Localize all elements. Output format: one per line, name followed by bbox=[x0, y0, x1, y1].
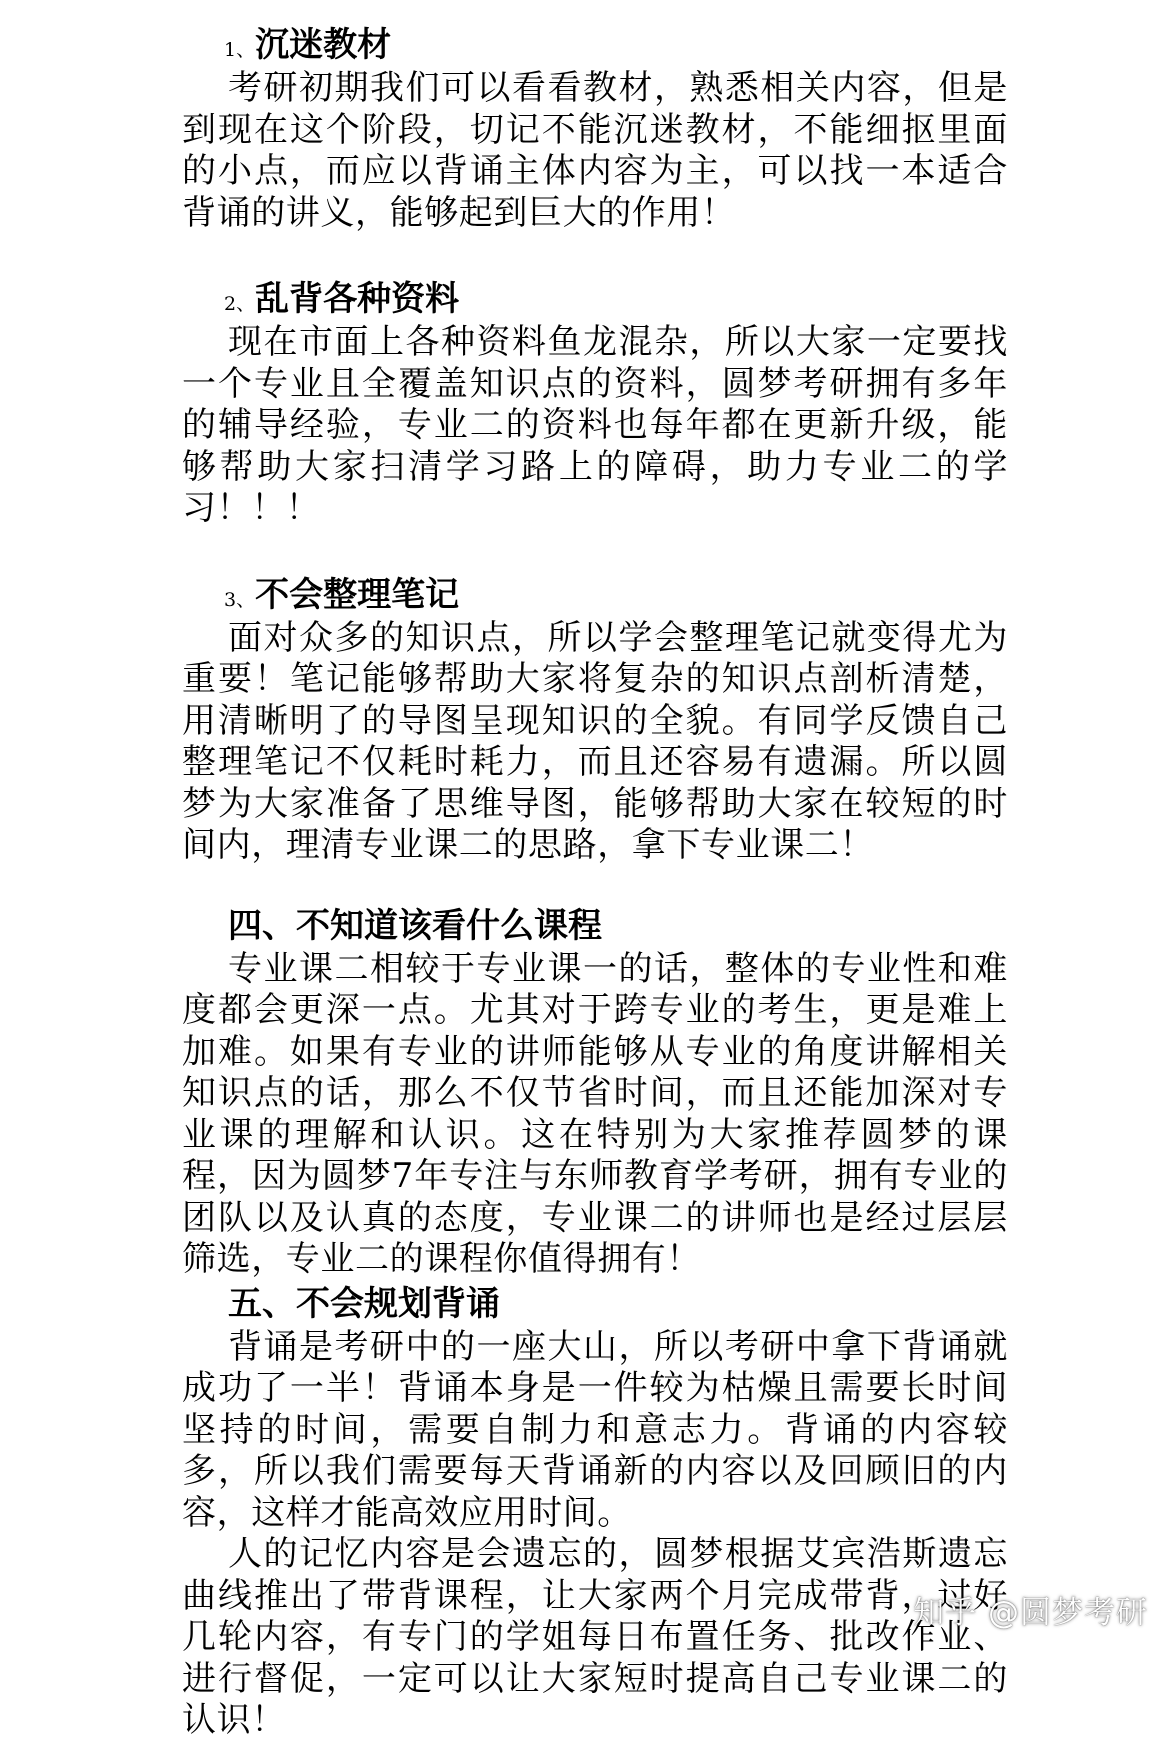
section-heading bbox=[182, 572, 1008, 618]
section-heading bbox=[182, 22, 1008, 68]
article-body bbox=[182, 22, 1008, 1742]
section-number: 2、 bbox=[224, 293, 256, 315]
section-2 bbox=[182, 276, 1008, 530]
zhihu-watermark: 知乎 @圆梦考研 bbox=[913, 1595, 1148, 1631]
section-paragraph: 面对众多的知识点，所以学会整理笔记就变得尤为重要！笔记能够帮助大家将复杂的知识点剖析清楚，用清晰明了的导图呈现知识的全貌。有同学反馈自己整理笔记不仅耗时耗力，而且还容易有遗漏。所以圆梦为大家准备了思维导图，能够帮助大家在较短的时间内，理清专业课二的思路，拿下专业课二！ bbox=[182, 617, 1008, 865]
section-number: 3、 bbox=[224, 588, 256, 611]
section-paragraph: 人的记忆内容是会遗忘的，圆梦根据艾宾浩斯遗忘曲线推出了带背课程，让大家两个月完成带背，过好几轮内容，有专门的学姐每日布置任务、批改作业、进行督促，一定可以让大家短时提高自己专业课二的认识！ bbox=[182, 1534, 1008, 1740]
section-3 bbox=[182, 572, 1008, 867]
section-5 bbox=[182, 1281, 1008, 1742]
section-title: 乱背各种资料 bbox=[255, 279, 460, 319]
section-paragraph: 背诵是考研中的一座大山，所以考研中拿下背诵就成功了一半！背诵本身是一件较为枯燥且需要长时间坚持的时间，需要自制力和意志力。背诵的内容较多，所以我们需要每天背诵新的内容以及回顾旧的内容，这样才能高效应用时间。 bbox=[182, 1326, 1008, 1533]
section-title: 五、不会规划背诵 bbox=[228, 1283, 500, 1324]
section-1 bbox=[182, 22, 1008, 234]
section-paragraph: 专业课二相较于专业课一的话，整体的专业性和难度都会更深一点。尤其对于跨专业的考生，更是难上加难。如果有专业的讲师能够从专业的角度讲解相关知识点的话，那么不仅节省时间，而且还能加深对专业课的理解和认识。这在特别为大家推荐圆梦的课程，因为圆梦7年专注与东师教育学考研，拥有专业的团队以及认真的态度，专业课二的讲师也是经过层层筛选，专业二的课程你值得拥有！ bbox=[182, 948, 1008, 1279]
section-4 bbox=[182, 903, 1008, 1281]
section-paragraph: 考研初期我们可以看看教材，熟悉相关内容，但是到现在这个阶段，切记不能沉迷教材，不能细抠里面的小点，而应以背诵主体内容为主，可以找一本适合背诵的讲义，能够起到巨大的作用！ bbox=[182, 68, 1008, 233]
section-number: 1、 bbox=[224, 39, 256, 61]
section-title: 四、不知道该看什么课程 bbox=[228, 905, 602, 946]
section-title: 不会整理笔记 bbox=[255, 574, 460, 615]
section-heading bbox=[182, 276, 1008, 322]
section-title: 沉迷教材 bbox=[255, 25, 392, 65]
section-paragraph: 现在市面上各种资料鱼龙混杂，所以大家一定要找一个专业且全覆盖知识点的资料，圆梦考研拥有多年的辅导经验，专业二的资料也每年都在更新升级，能够帮助大家扫清学习路上的障碍，助力专业二的学习！！！ bbox=[182, 322, 1008, 528]
